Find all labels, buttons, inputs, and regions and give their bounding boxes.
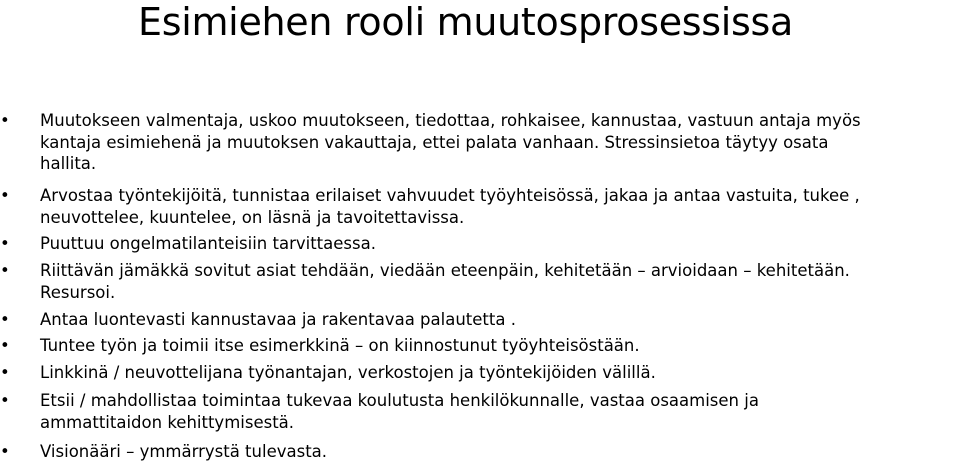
bullet-icon: • — [0, 111, 10, 130]
bullet-icon: • — [0, 310, 10, 329]
bullet-text-line: Puuttuu ongelmatilanteisiin tarvittaessa. — [40, 234, 376, 253]
bullet-icon: • — [0, 336, 10, 355]
bullet-text-line: kantaja esimiehenä ja muutoksen vakauttaja, ettei palata vanhaan. Stressinsietoa täytyy osata — [40, 132, 829, 152]
bullet-text-line: ammattitaidon kehittymisestä. — [40, 412, 295, 432]
bullet-text-line: hallita. — [40, 154, 97, 173]
bullet-item — [0, 335, 960, 357]
slide-title: Esimiehen rooli muutosprosessissa — [138, 0, 794, 44]
bullet-item — [0, 110, 960, 175]
bullet-item — [0, 233, 960, 255]
bullet-icon: • — [0, 261, 10, 280]
bullet-text-line: Riittävän jämäkkä sovitut asiat tehdään, viedään eteenpäin, kehitetään – arvioidaan – kehitetään. — [40, 261, 850, 280]
bullet-item — [0, 390, 960, 433]
bullet-icon: • — [0, 186, 10, 205]
bullet-text-line: Visionääri – ymmärrystä tulevasta. — [40, 442, 328, 461]
bullet-text-line: Tuntee työn ja toimii itse esimerkkinä – on kiinnostunut työyhteisöstään. — [40, 336, 640, 355]
bullet-text-line: Muutokseen valmentaja, uskoo muutokseen, tiedottaa, rohkaisee, kannustaa, vastuun antaja myös — [40, 111, 861, 130]
bullet-item — [0, 309, 960, 331]
bullet-text-line: neuvottelee, kuuntelee, on läsnä ja tavoitettavissa. — [40, 207, 465, 227]
bullet-icon: • — [0, 442, 10, 461]
bullet-item — [0, 362, 960, 384]
bullet-text-line: Etsii / mahdollistaa toimintaa tukevaa koulutusta henkilökunnalle, vastaa osaamisen ja — [40, 391, 759, 410]
bullet-icon: • — [0, 391, 10, 410]
bullet-item — [0, 441, 960, 463]
bullet-text-line: Resursoi. — [40, 282, 116, 302]
bullet-icon: • — [0, 363, 10, 382]
bullet-item — [0, 260, 960, 303]
bullet-text-line: Antaa luontevasti kannustavaa ja rakentavaa palautetta . — [40, 310, 516, 329]
bullet-text-line: Linkkinä / neuvottelijana työnantajan, verkostojen ja työntekijöiden välillä. — [40, 363, 656, 382]
bullet-text-line: Arvostaa työntekijöitä, tunnistaa erilaiset vahvuudet työyhteisössä, jakaa ja antaa vastuita, tukee , — [40, 186, 860, 205]
bullet-item — [0, 185, 960, 228]
bullet-icon: • — [0, 234, 10, 253]
